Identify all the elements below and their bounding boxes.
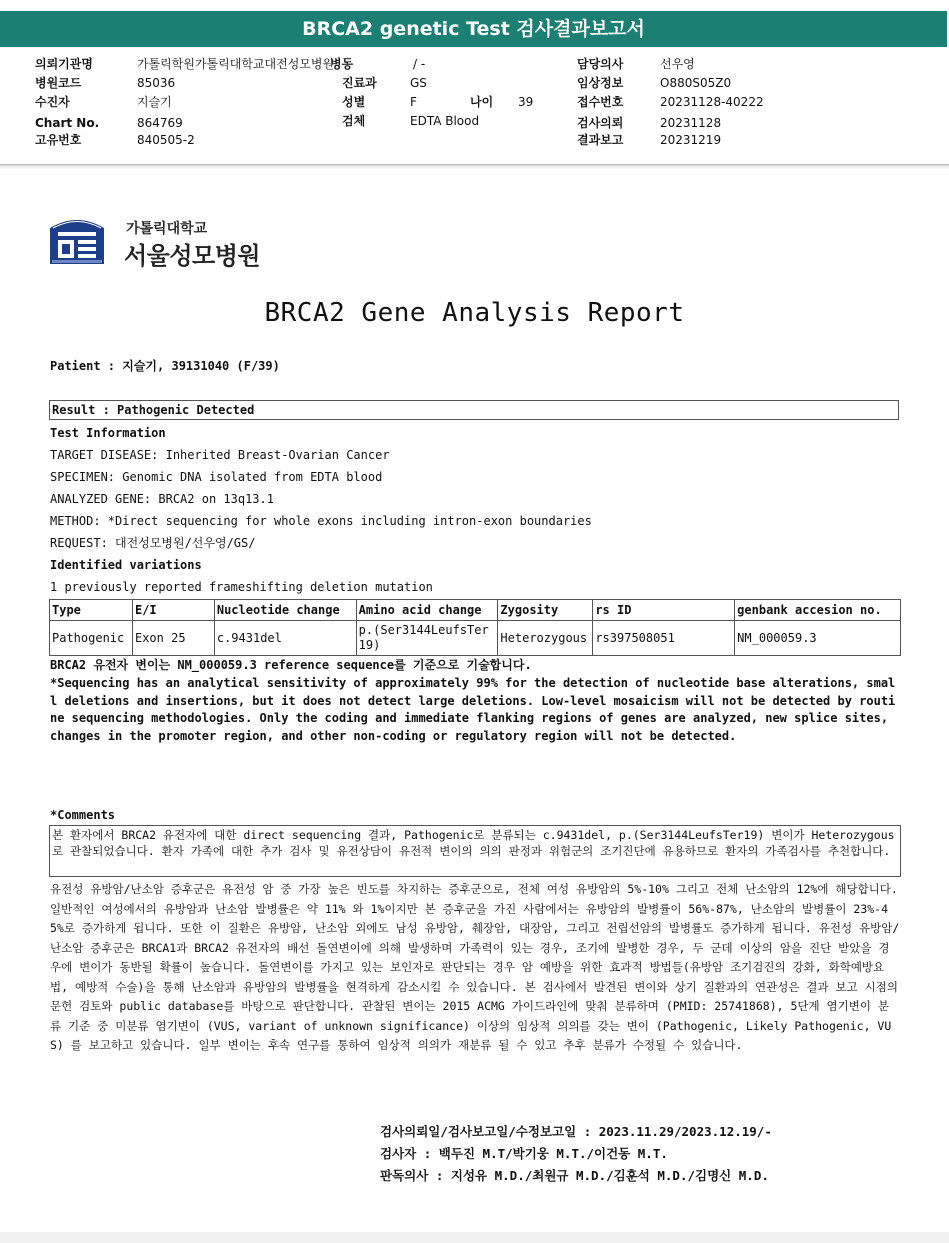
hospital-code-value: 85036 (137, 76, 176, 90)
chart-value: 864769 (137, 116, 183, 130)
specimen-label: 검체 (342, 114, 366, 128)
identified-summary: 1 previously reported frameshifting deletion mutation (50, 580, 433, 594)
comment-body: 유전성 유방암/난소암 증후군은 유전성 암 중 가장 높은 빈도를 차지하는 증후군으로, 전체 여성 유방암의 5%-10% 그리고 전체 난소암의 12%에 해당합니다. 일반적인 여성에서의 유방암과 난소암 발병률은 약 11% 와 1%이지만 본 증후군을 가진 사람에서는 유방암의 발병률이 56%-87%, 난소암의 발병률이 23%-45%로 증가하게 됩니다. 또한 이 질환은 유방암, 난소암 외에도 남성 유방암, 췌장암, 대장암, 그리고 전립선암의 발병률도 증가하게 됩니다. 유전성 유방암/난소암 증후군은 BRCA1과 BRCA2 유전자의 배선 돌연변이에 의해 발생하며 가족력이 있는 경우, 조기에 발병한 경우, 두 군데 이상의 암을 진단 받았을 경우에 변이가 동반될 확률이 높습니다. 돌연변이를 가지고 있는 보인자로 판단되는 경우 암 예방을 위한 효과적 방법들(유방암 조기검진의 강화, 화학예방요법, 예방적 수술)을 통해 난소암과 유방암의 발병률을 현격하게 감소시킬 수 있습니다. 본 검사에서 발견된 변이와 상기 질환과의 연관성은 결과 보고 시점의 문헌 검토와 public database를 바탕으로 판단합니다. 관찰된 변이는 2015 ACMG 가이드라인에 맞춰 분류하며 (PMID: 25741868), 5단계 염기변이 분류 기준 중 미분류 염기변이 (VUS, variant of unknown significance) 이상의 임상적 의의를 갖는 변이 (Pathogenic, Likely Pathogenic, VUS) 를 보고하고 있습니다. 일부 변이는 후속 연구를 통하여 임상적 의의가 재분류 될 수 있고 추후 분류가 수정될 수 있습니다. (50, 882, 900, 1052)
dates-line: 검사의뢰일/검사보고일/수정보고일 : 2023.11.29/2023.12.19/- (380, 1124, 772, 1139)
specimen-value: EDTA Blood (410, 114, 480, 128)
reference-note: BRCA2 유전자 변이는 NM_000059.3 reference sequence를 기준으로 기술합니다. (50, 658, 532, 672)
patient-label: 수진자 (35, 95, 70, 109)
request-value: 20231128 (660, 116, 722, 130)
cell-ei: Exon 25 (132, 621, 214, 656)
hospital-logo (48, 214, 268, 270)
age-label: 나이 (470, 95, 494, 109)
cell-genbank: NM_000059.3 (735, 621, 901, 656)
unique-label: 고유번호 (35, 133, 82, 147)
table-row (50, 621, 901, 656)
specimen-line: SPECIMEN: Genomic DNA isolated from EDTA blood (50, 470, 383, 484)
logo-main-title: 서울성모병원 (124, 242, 261, 270)
patient-line: Patient : 지슬기, 39131040 (F/39) (50, 359, 280, 373)
sex-label: 성별 (342, 95, 366, 109)
cell-rsid: rs397508051 (593, 621, 735, 656)
dept-value: GS (410, 76, 427, 90)
institution-label: 의뢰기관명 (35, 57, 93, 71)
institution-value: 가톨릭학원가톨릭대학교대전성모병원 (137, 57, 335, 71)
request-line: REQUEST: 대전성모병원/선우영/GS/ (50, 536, 256, 550)
request-label: 검사의뢰 (577, 116, 624, 130)
dept-label: 진료과 (342, 76, 377, 90)
report-title-bar: BRCA2 genetic Test 검사결과보고서 (0, 11, 947, 47)
comment-box: 본 환자에서 BRCA2 유전자에 대한 direct sequencing 결과, Pathogenic로 분류되는 c.9431del, p.(Ser3144LeufsTer19) 변이가 Heterozygous로 관찰되었습니다. 환자 가족에 대한 추가 검사 및 유전상담이 유전적 변이의 의의 판정과 위험군의 조기진단에 유용하므로 환자의 가족검사를 추천합니다. (49, 825, 901, 877)
variant-table-header-row (50, 600, 901, 621)
doctor-value: 선우영 (660, 57, 695, 71)
variant-table (49, 599, 901, 656)
col-header-genbank: genbank accesion no. (735, 600, 901, 621)
readers-line: 판독의사 : 지성유 M.D./최원규 M.D./김훈석 M.D./김명신 M.D. (380, 1168, 769, 1183)
hospital-emblem-icon (48, 214, 106, 266)
col-header-zygosity: Zygosity (498, 600, 593, 621)
report-value: 20231219 (660, 133, 722, 147)
hospital-code-label: 병원코드 (35, 76, 82, 90)
cell-nucleotide: c.9431del (214, 621, 356, 656)
target-disease: TARGET DISEASE: Inherited Breast-Ovarian Cancer (50, 448, 390, 462)
logo-subtitle: 가톨릭대학교 (126, 221, 208, 237)
examiners-line: 검사자 : 백두진 M.T/박기웅 M.T./이건동 M.T. (380, 1146, 668, 1161)
sex-value: F (410, 95, 417, 109)
cell-type: Pathogenic (50, 621, 133, 656)
analyzed-gene: ANALYZED GENE: BRCA2 on 13q13.1 (50, 492, 274, 506)
col-header-rsid: rs ID (593, 600, 735, 621)
unique-value: 840505-2 (137, 133, 195, 147)
age-value: 39 (518, 95, 534, 109)
footer-bar (0, 1232, 949, 1243)
identified-heading: Identified variations (50, 558, 202, 572)
col-header-amino-acid: Amino acid change (356, 600, 498, 621)
ward-value: / - (413, 57, 426, 71)
header-divider-shadow (0, 165, 949, 169)
report-heading: BRCA2 Gene Analysis Report (264, 298, 685, 328)
patient-value: 지슬기 (137, 95, 172, 109)
comments-heading: *Comments (50, 808, 116, 822)
clinical-value: O880S05Z0 (660, 76, 732, 90)
result-box: Result : Pathogenic Detected (49, 400, 899, 420)
test-info-heading: Test Information (50, 426, 166, 440)
clinical-label: 임상정보 (577, 76, 624, 90)
chart-label: Chart No. (35, 116, 100, 130)
col-header-type: Type (50, 600, 133, 621)
sensitivity-note: *Sequencing has an analytical sensitivity of approximately 99% for the detection of nucleotide base alterations, small deletions and insertions, but it does not detect large deletions. Low-level mosaicism will not be detected by routine sequencing methodologies. Only the coding and immediate flanking regions of genes are analyzed, new splice sites, changes in the promoter region, and other non-coding or regulatory region will not be detected. (50, 676, 896, 743)
receipt-value: 20231128-40222 (660, 95, 764, 109)
doctor-label: 담당의사 (577, 57, 624, 71)
cell-amino-acid: p.(Ser3144LeufsTer19) (356, 621, 498, 656)
ward-label: 병동 (330, 57, 354, 71)
col-header-ei: E/I (132, 600, 214, 621)
cell-zygosity: Heterozygous (498, 621, 593, 656)
col-header-nucleotide: Nucleotide change (214, 600, 356, 621)
report-label: 결과보고 (577, 133, 624, 147)
receipt-label: 접수번호 (577, 95, 624, 109)
method-line: METHOD: *Direct sequencing for whole exons including intron-exon boundaries (50, 514, 592, 528)
